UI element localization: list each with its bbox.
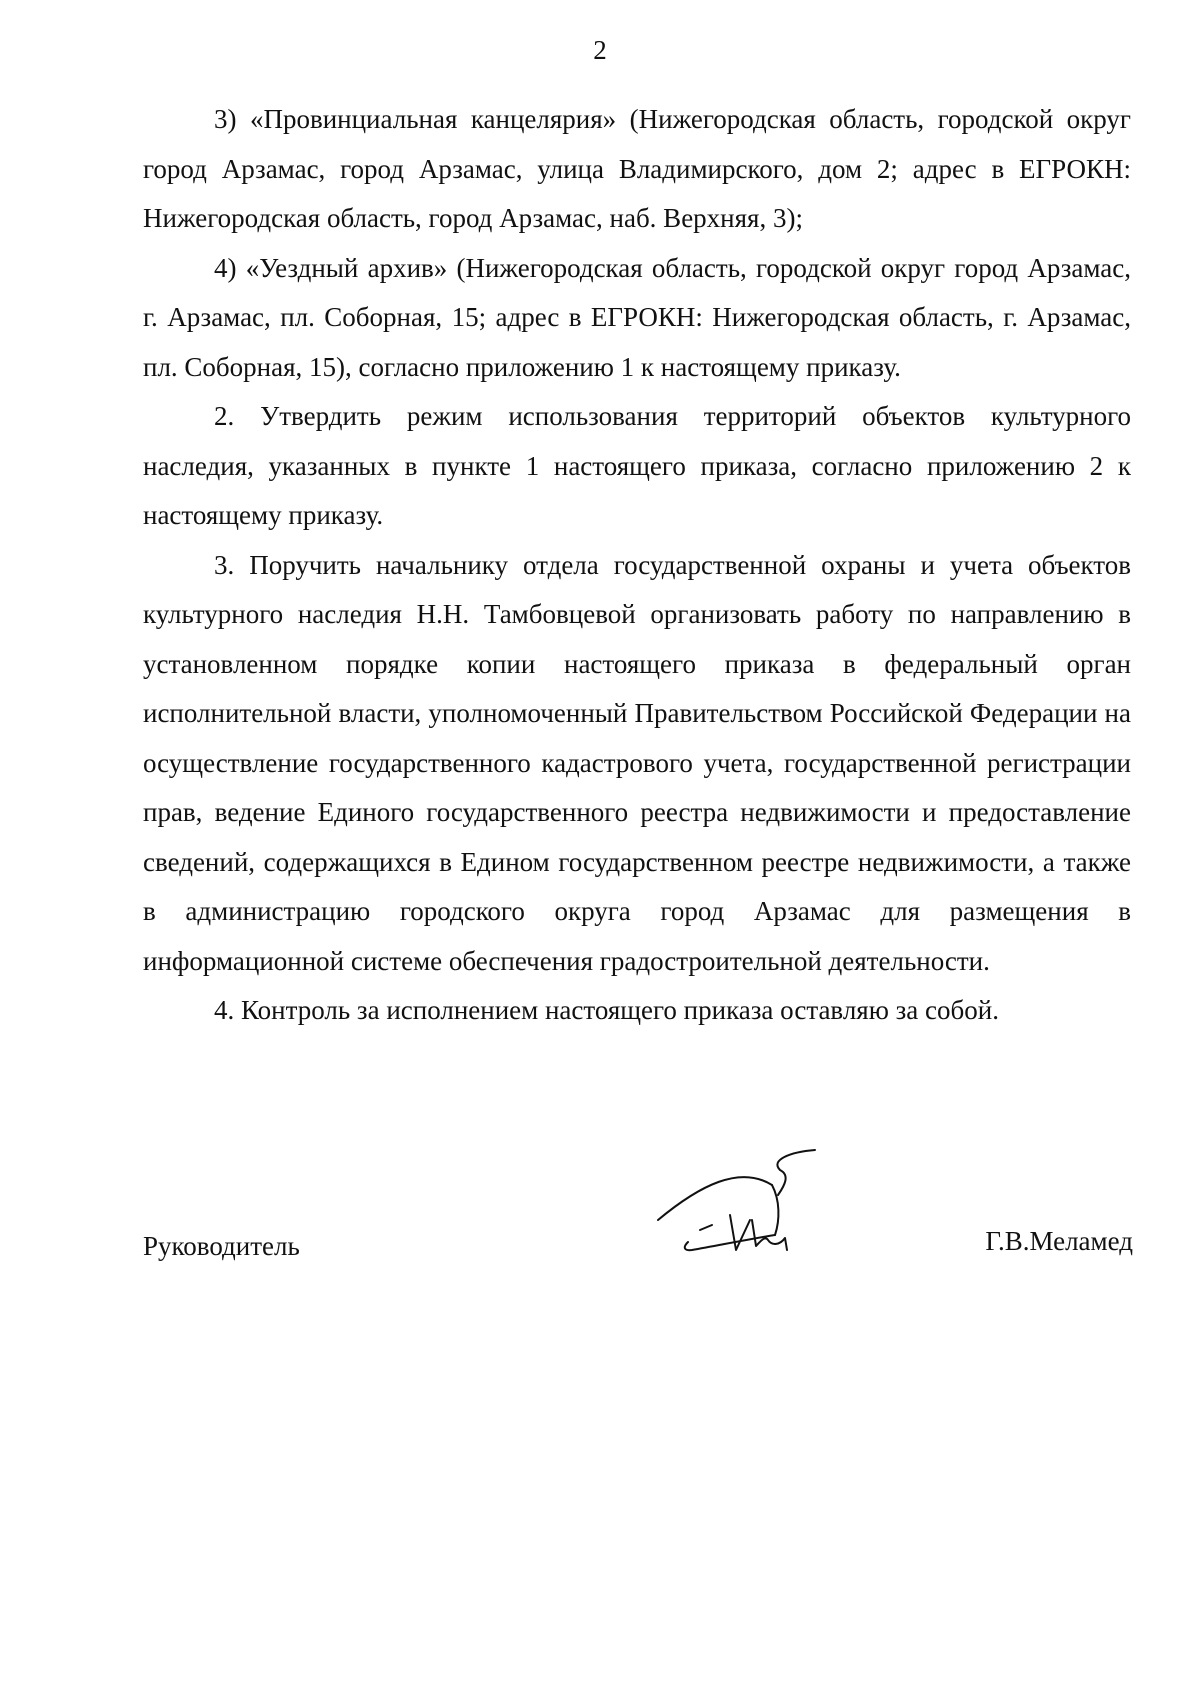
paragraph-item-4: 4) «Уездный архив» (Нижегородская область, городской округ город Арзамас, г. Арзамас, пл. Соборная, 15; адрес в ЕГРОКН: Нижегородская область, г. Арзамас, пл. Соборная, 15), согласно приложению 1 к настоящему приказу. xyxy=(143,252,1131,382)
signatory-name: Г.В.Меламед xyxy=(985,1226,1133,1256)
page-number: 2 xyxy=(593,35,607,65)
paragraph-clause-3: 3. Поручить начальнику отдела государственной охраны и учета объектов культурного наследия Н.Н. Тамбовцевой организовать работу по направлению в установленном порядке копии настоящего приказа в федеральный орган исполнительной власти, уполномоченный Правительством Российской Федерации на осуществление государственного кадастрового учета, государственной регистрации прав, ведение Единого государственного реестра недвижимости и предоставление сведений, содержащихся в Едином государственном реестре недвижимости, а также в администрацию городского округа город Арзамас для размещения в информационной системе обеспечения градостроительной деятельности. xyxy=(143,549,1131,976)
paragraph-clause-4: 4. Контроль за исполнением настоящего приказа оставляю за собой. xyxy=(214,995,999,1025)
handwritten-signature xyxy=(640,1120,830,1260)
document-body xyxy=(143,95,1131,1036)
paragraph-item-3: 3) «Провинциальная канцелярия» (Нижегородская область, городской округ город Арзамас, город Арзамас, улица Владимирского, дом 2; адрес в ЕГРОКН: Нижегородская область, город Арзамас, наб. Верхняя, 3); xyxy=(143,104,1131,233)
paragraph-clause-2: 2. Утвердить режим использования территорий объектов культурного наследия, указанных в пункте 1 настоящего приказа, согласно приложению 2 к настоящему приказу. xyxy=(143,401,1131,530)
signatory-title: Руководитель xyxy=(143,1231,300,1261)
